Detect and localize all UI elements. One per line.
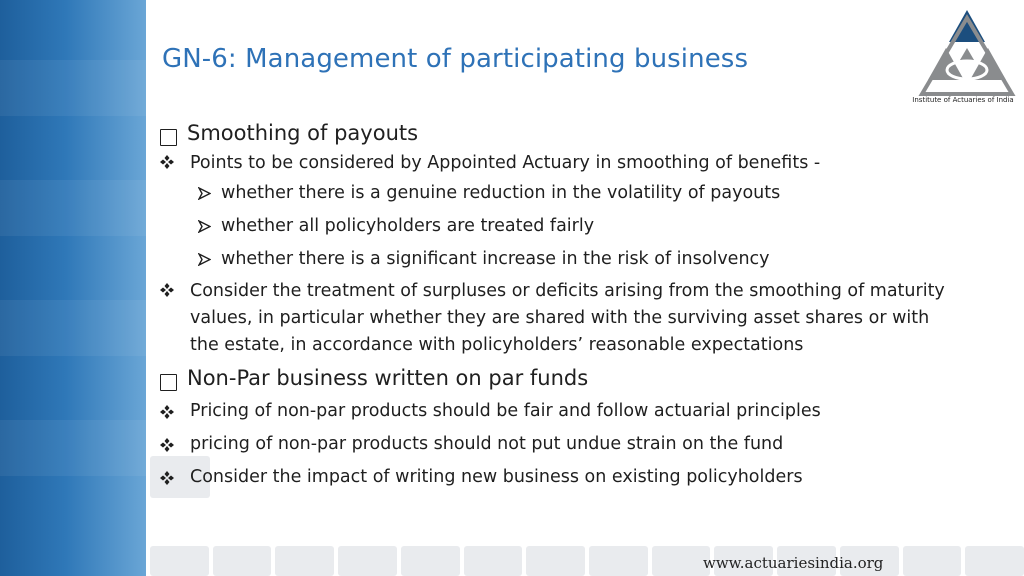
logo-caption: Institute of Actuaries of India: [912, 96, 1014, 104]
sub-bullet-text: whether there is a genuine reduction in the volatility of payouts: [221, 183, 781, 203]
tile: [464, 546, 523, 576]
section-heading-text: Non-Par business written on par funds: [187, 366, 589, 390]
tile: [526, 546, 585, 576]
tile: [965, 546, 1024, 576]
bullet-text: pricing of non-par products should not put undue strain on the fund: [190, 434, 784, 454]
four-diamond-icon: [160, 283, 174, 297]
section-heading: [160, 116, 960, 150]
sub-bullet-point: [160, 210, 960, 243]
bullet-point: [160, 278, 960, 359]
bullet-text: Pricing of non-par products should be fair and follow actuarial principles: [190, 401, 821, 421]
tile: [275, 546, 334, 576]
bullet-point: [160, 395, 960, 428]
tile: [652, 546, 711, 576]
four-diamond-icon: [160, 438, 174, 452]
footer-website-link[interactable]: www.actuariesindia.org: [703, 554, 884, 572]
bullet-point: [160, 150, 960, 177]
actuaries-logo-icon: [918, 8, 1016, 108]
slide-title: GN-6: Management of participating business: [162, 44, 749, 74]
four-diamond-icon: [160, 471, 174, 485]
bullet-text: Consider the impact of writing new business on existing policyholders: [190, 467, 803, 487]
band-stripe: [0, 180, 146, 236]
band-stripe: [0, 420, 146, 476]
arrowhead-icon: [198, 187, 211, 200]
bullet-text: Points to be considered by Appointed Actuary in smoothing of benefits -: [190, 153, 821, 173]
tile: [150, 546, 209, 576]
sub-bullet-text: whether there is a significant increase in the risk of insolvency: [221, 249, 770, 269]
bullet-point: [160, 461, 960, 494]
four-diamond-icon: [160, 155, 174, 169]
tile: [903, 546, 962, 576]
checkbox-square-icon: [160, 374, 177, 391]
band-stripe: [0, 60, 146, 116]
sub-bullet-point: [160, 177, 960, 210]
tile: [213, 546, 272, 576]
arrowhead-icon: [198, 253, 211, 266]
section-heading: [160, 361, 960, 395]
four-diamond-icon: [160, 405, 174, 419]
tile: [338, 546, 397, 576]
sub-bullet-point: [160, 243, 960, 276]
slide-content: [160, 114, 960, 494]
tile: [589, 546, 648, 576]
left-decorative-band: [0, 0, 146, 576]
arrowhead-icon: [198, 220, 211, 233]
section-heading-text: Smoothing of payouts: [187, 121, 419, 145]
bottom-tile-pattern: [150, 546, 1024, 576]
tile: [401, 546, 460, 576]
bullet-point: [160, 428, 960, 461]
band-stripe: [0, 300, 146, 356]
bullet-text: Consider the treatment of surpluses or deficits arising from the smoothing of maturity values, in particular whether they are shared with the surviving asset shares or with the estate, in accordance with policyholders’ reasonable expectations: [190, 281, 945, 355]
checkbox-square-icon: [160, 129, 177, 146]
sub-bullet-text: whether all policyholders are treated fairly: [221, 216, 595, 236]
